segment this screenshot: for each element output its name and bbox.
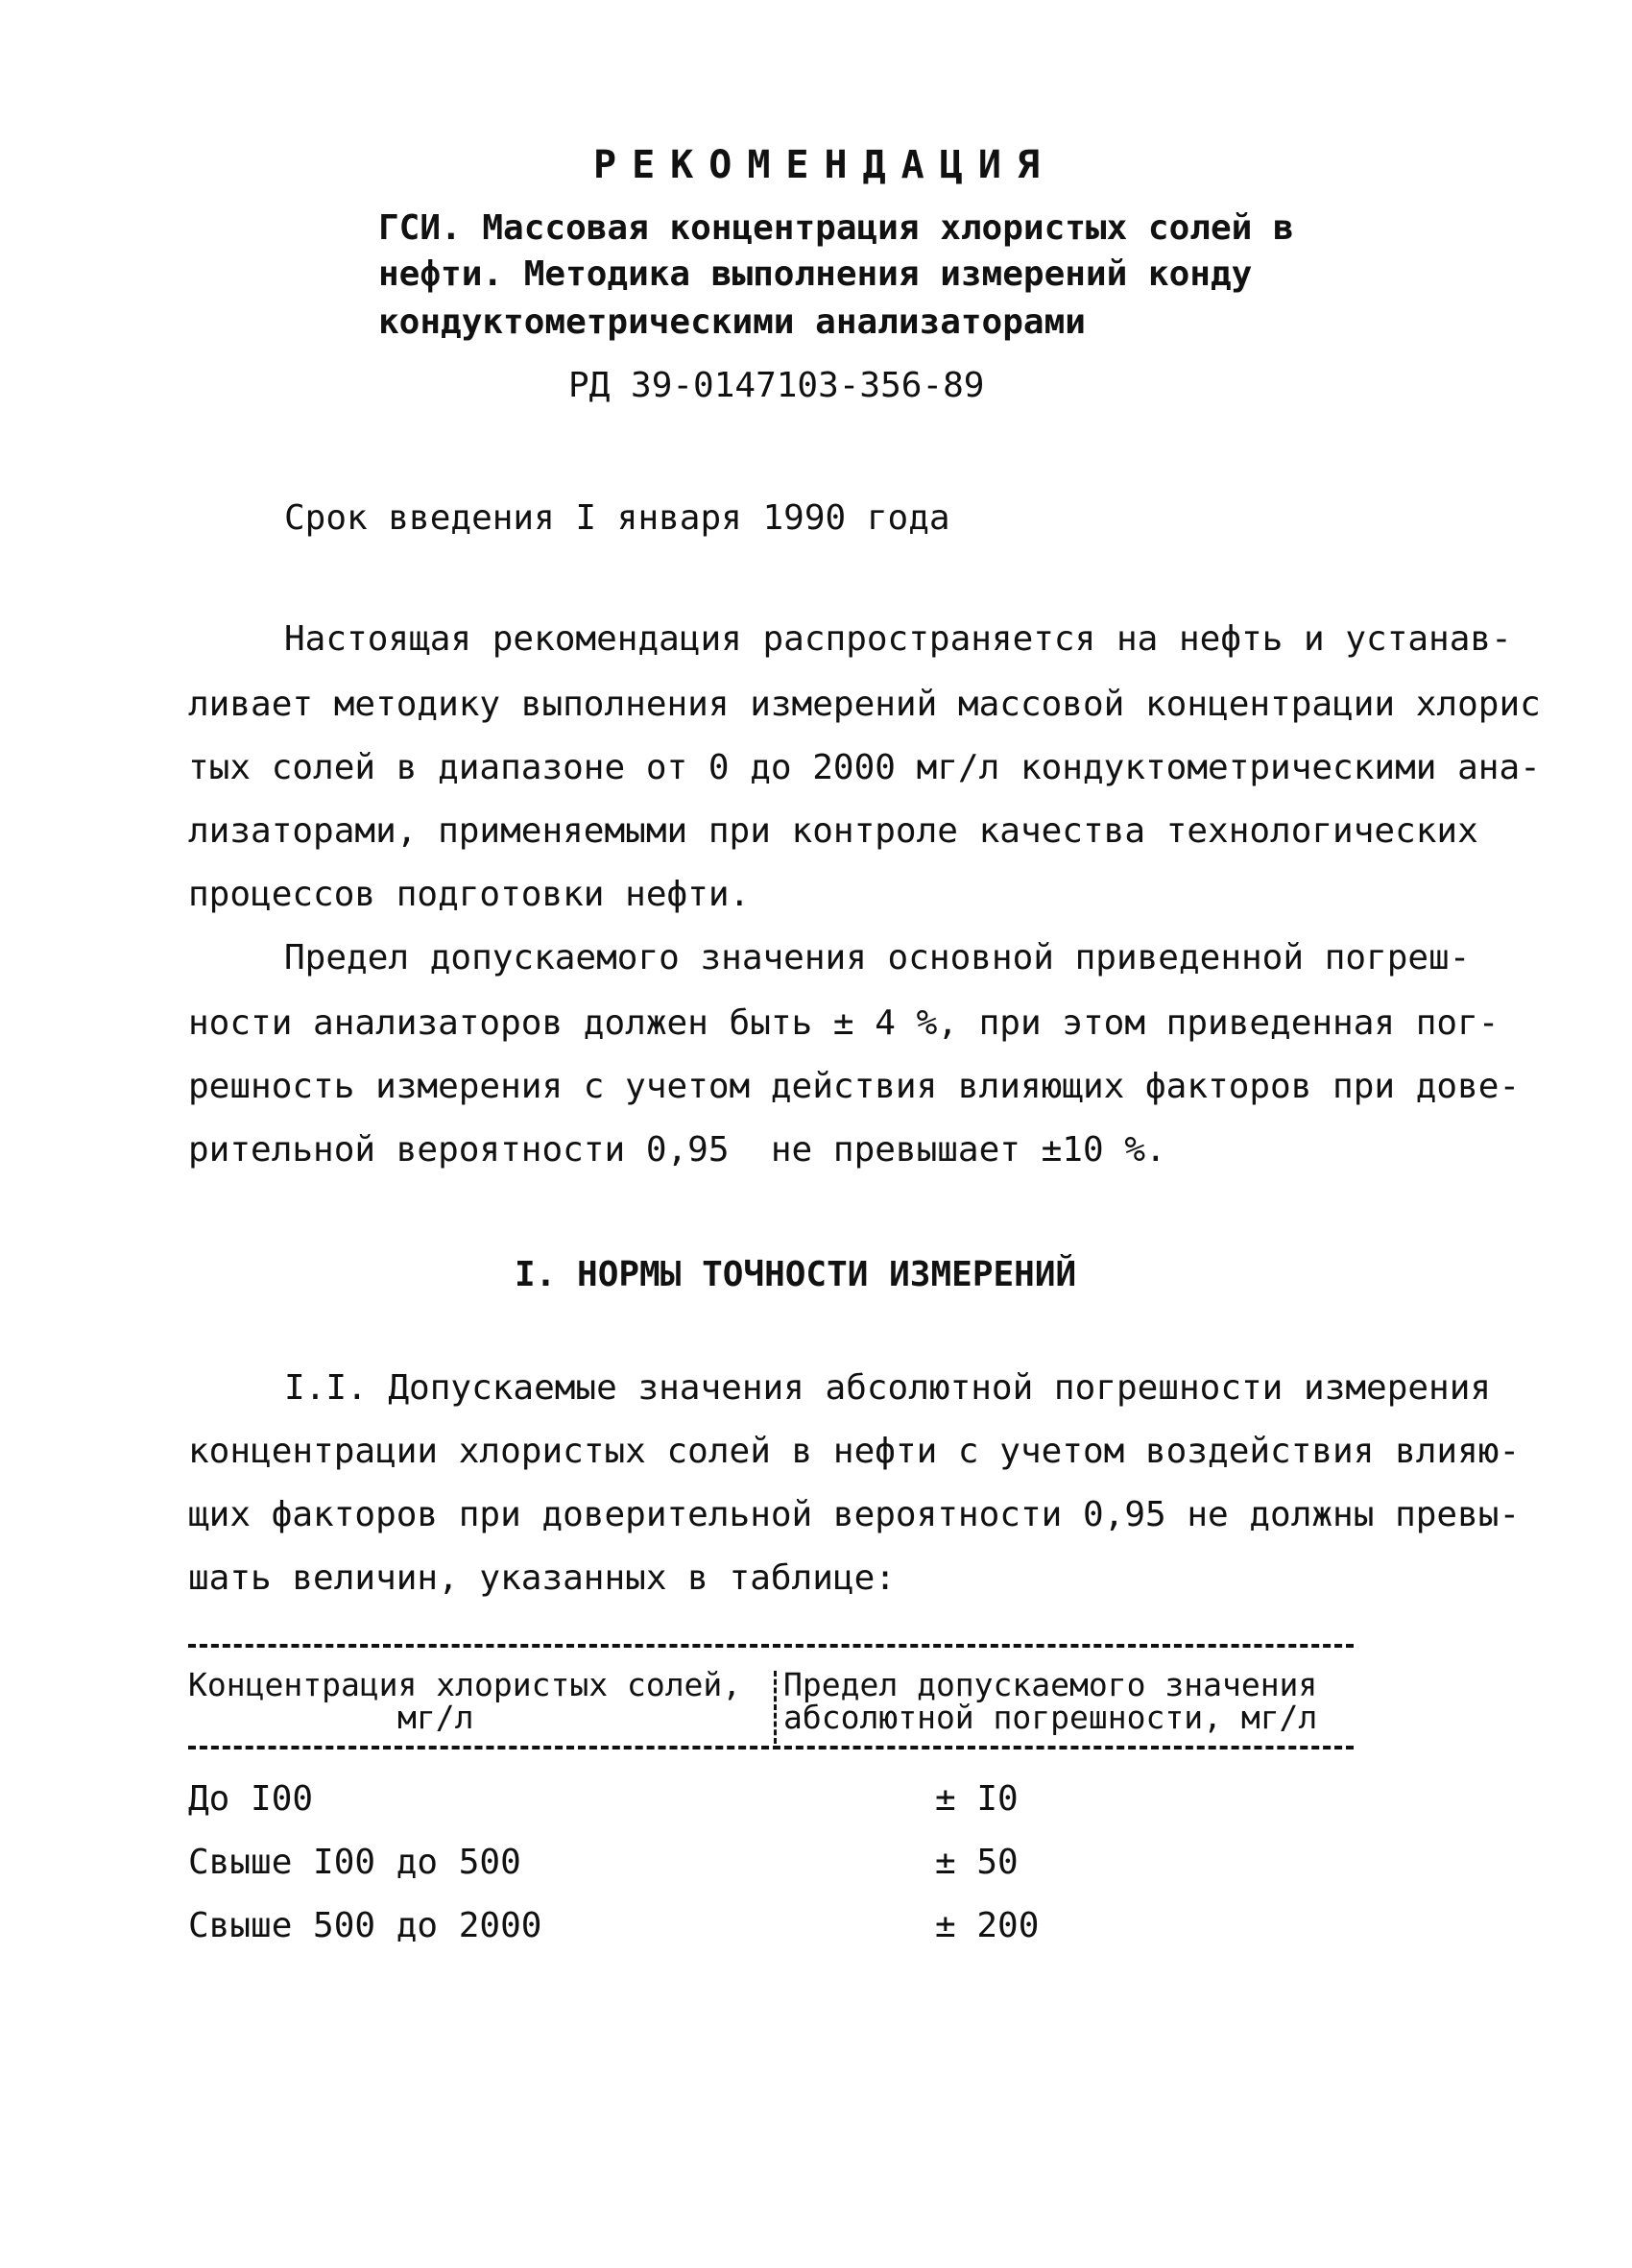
subtitle-line-2: нефти. Методика выполнения измерений конду bbox=[378, 254, 1253, 294]
document-code: РД 39-0147103-356-89 bbox=[568, 366, 985, 405]
table-header-col2-line1: Предел допускаемого значения bbox=[783, 1666, 1318, 1703]
table-row-3-limit: ± 200 bbox=[935, 1906, 1040, 1945]
intro-line-4: лизаторами, применяемыми при контроле качества технологических bbox=[188, 811, 1478, 851]
table-row-1-limit: ± I0 bbox=[935, 1779, 1019, 1819]
table-header-col1-line1: Концентрация хлористых солей, bbox=[188, 1666, 742, 1703]
intro-line-5: процессов подготовки нефти. bbox=[188, 875, 751, 914]
effective-date: Срок введения I января 1990 года bbox=[284, 498, 950, 538]
clause-line-2: концентрации хлористых солей в нефти с учетом воздействия влияю- bbox=[188, 1432, 1521, 1471]
table-top-rule bbox=[188, 1644, 1354, 1648]
section-heading: I. НОРМЫ ТОЧНОСТИ ИЗМЕРЕНИЙ bbox=[515, 1255, 1077, 1294]
table-row-1-range: До I00 bbox=[188, 1779, 314, 1819]
clause-line-3: щих факторов при доверительной вероятности 0,95 не должны превы- bbox=[188, 1495, 1521, 1534]
clause-line-4: шать величин, указанных в таблице: bbox=[188, 1558, 896, 1598]
accuracy-line-1: Предел допускаемого значения основной приведенной погреш- bbox=[284, 938, 1471, 977]
intro-line-1: Настоящая рекомендация распространяется на нефть и устанав- bbox=[284, 619, 1512, 659]
table-header-col1-line2: мг/л bbox=[397, 1699, 474, 1736]
table-row-3-range: Свыше 500 до 2000 bbox=[188, 1906, 542, 1945]
accuracy-line-4: рительной вероятности 0,95 не превышает ±10 %. bbox=[188, 1130, 1166, 1170]
document-title: РЕКОМЕНДАЦИЯ bbox=[593, 143, 1055, 187]
accuracy-line-3: решность измерения с учетом действия влияющих факторов при дове- bbox=[188, 1067, 1521, 1106]
table-row-2-range: Свыше I00 до 500 bbox=[188, 1843, 521, 1882]
table-column-divider bbox=[774, 1671, 777, 1744]
intro-line-3: тых солей в диапазоне от 0 до 2000 мг/л кондуктометрическими ана- bbox=[188, 748, 1541, 787]
table-header-rule bbox=[188, 1746, 1354, 1749]
table-header-col2-line2: абсолютной погрешности, мг/л bbox=[783, 1699, 1318, 1736]
subtitle-line-1: ГСИ. Массовая концентрация хлористых солей в bbox=[378, 208, 1294, 248]
intro-line-2: ливает методику выполнения измерений массовой концентрации хлорис bbox=[188, 685, 1541, 724]
table-row-2-limit: ± 50 bbox=[935, 1843, 1019, 1882]
accuracy-line-2: ности анализаторов должен быть ± 4 %, при этом приведенная пог- bbox=[188, 1003, 1500, 1043]
clause-line-1: I.I. Допускаемые значения абсолютной погрешности измерения bbox=[284, 1368, 1492, 1408]
subtitle-line-3: кондуктометрическими анализаторами bbox=[378, 302, 1086, 342]
